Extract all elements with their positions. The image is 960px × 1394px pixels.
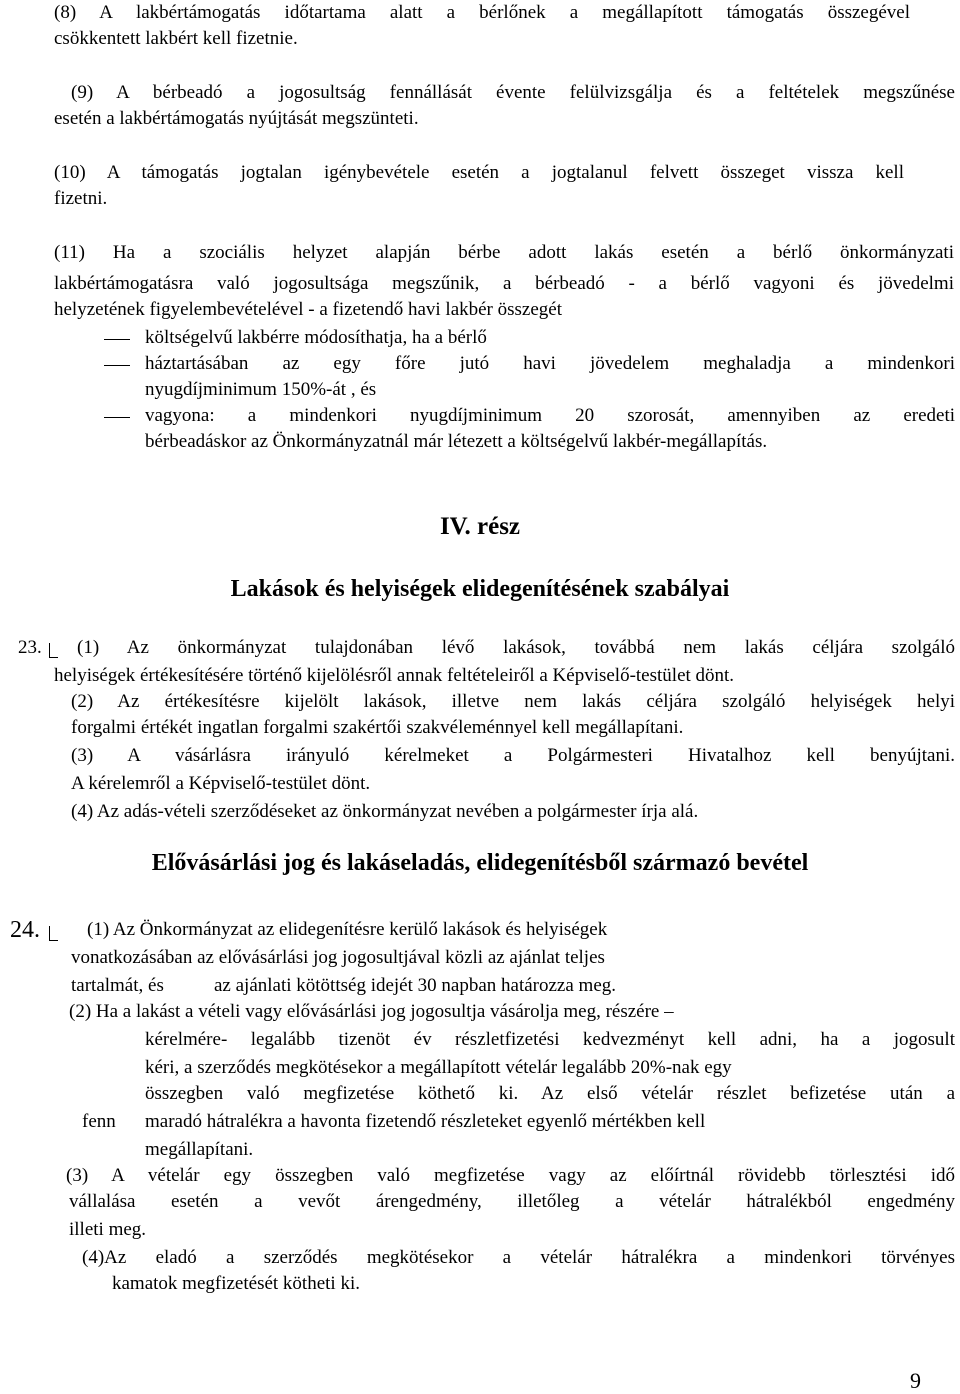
section-24-1-line-3b: az ajánlati kötöttség idejét 30 napban határozza meg.	[214, 975, 616, 996]
para-9-line-2: esetén a lakbértámogatás nyújtását megszünteti.	[54, 108, 419, 129]
para-11-line-3: helyzetének figyelembevételével - a fizetendő havi lakbér összegét	[54, 299, 562, 320]
section-24-2-line-3: kéri, a szerződés megkötésekor a megállapított vételár legalább 20%-nak egy	[145, 1057, 732, 1078]
list-item-2-line-1: háztartásában az egy főre jutó havi jövedelem meghaladja a mindenkori	[145, 353, 955, 374]
section-mark-tick	[49, 643, 50, 657]
para-11-line-2: lakbértámogatásra való jogosultsága megszűnik, a bérbeadó - a bérlő vagyoni és jövedelmi	[54, 273, 954, 294]
section-24-4-line-2: kamatok megfizetését kötheti ki.	[112, 1273, 360, 1294]
section-23-line-3: (2) Az értékesítésre kijelölt lakások, illetve nem lakás céljára szolgáló helyiségek helyi	[71, 691, 955, 712]
section-23-line-6: A kérelemről a Képviselő-testület dönt.	[71, 773, 371, 794]
dash-bullet	[104, 417, 130, 418]
list-item-3-line-1: vagyona: a mindenkori nyugdíjminimum 20 szorosát, amennyiben az eredeti	[145, 405, 955, 426]
section-24-1-line-3a: tartalmát, és	[71, 975, 164, 996]
section-23-line-2: helyiségek értékesítésére történő kijelölésről annak feltételeiről a Képviselő-testület dönt.	[54, 665, 735, 686]
part-title: IV. rész	[439, 513, 521, 540]
list-item-3-line-2: bérbeadáskor az Önkormányzatnál már létezett a költségelvű lakbér-megállapítás.	[145, 431, 768, 452]
section-23-line-1: (1) Az önkormányzat tulajdonában lévő lakások, továbbá nem lakás céljára szolgáló	[77, 637, 955, 658]
section-24-1-line-1: (1) Az Önkormányzat az elidegenítésre kerülő lakások és helyiségek	[87, 919, 608, 940]
dash-bullet	[104, 365, 130, 366]
para-8-line-2: csökkentett lakbért kell fizetnie.	[54, 28, 298, 49]
section-24-3-line-3: illeti meg.	[69, 1219, 147, 1240]
list-item-1: költségelvű lakbérre módosíthatja, ha a bérlő	[145, 327, 487, 348]
para-8-line-1: (8) A lakbértámogatás időtartama alatt a bérlőnek a megállapított támogatás összegével	[54, 2, 910, 23]
dash-bullet	[104, 339, 130, 340]
section-24-2-line-6: megállapítani.	[145, 1139, 254, 1160]
section-mark	[49, 940, 58, 941]
section-24-2-fenn: fenn	[82, 1111, 116, 1132]
para-10-line-1: (10) A támogatás jogtalan igénybevétele esetén a jogtalanul felvett összeget vissza kell	[54, 162, 904, 183]
section-23-line-7: (4) Az adás-vételi szerződéseket az önkormányzat nevében a polgármester írja alá.	[71, 801, 699, 822]
section-mark	[49, 657, 58, 658]
para-10-line-2: fizetni.	[54, 188, 108, 209]
subsection-title: Elővásárlási jog és lakáseladás, elidegenítésből származó bevétel	[151, 850, 809, 876]
list-item-2-line-2: nyugdíjminimum 150%-át , és	[145, 379, 377, 400]
section-24-1-line-2: vonatkozásában az elővásárlási jog jogosultjával közli az ajánlat teljes	[71, 947, 605, 968]
para-11-line-1: (11) Ha a szociális helyzet alapján bérbe adott lakás esetén a bérlő önkormányzati	[54, 242, 954, 263]
section-24-2-line-4: összegben való megfizetése köthető ki. Az első vételár részlet befizetése után a	[145, 1083, 955, 1104]
section-23-line-4: forgalmi értékét ingatlan forgalmi szakértői szakvéleménnyel kell megállapítani.	[71, 717, 684, 738]
page-number: 9	[910, 1368, 921, 1393]
section-title: Lakások és helyiségek elidegenítésének szabályai	[230, 576, 730, 602]
section-mark-tick	[49, 926, 50, 940]
section-24-2-line-5: maradó hátralékra a havonta fizetendő részleteket egyenlő mértékben kell	[145, 1111, 706, 1132]
section-23-number: 23.	[18, 637, 42, 658]
section-24-number: 24.	[10, 917, 40, 943]
para-9-line-1: (9) A bérbeadó a jogosultság fennállását évente felülvizsgálja és a feltételek megszűnése	[71, 82, 955, 103]
section-24-3-line-1: (3) A vételár egy összegben való megfizetése vagy az előírtnál rövidebb törlesztési idő	[66, 1165, 955, 1186]
section-24-3-line-2: vállalása esetén a vevőt árengedmény, illetőleg a vételár hátralékból engedmény	[69, 1191, 955, 1212]
section-24-2-line-1: (2) Ha a lakást a vételi vagy elővásárlási jog jogosultja vásárolja meg, részére –	[69, 1001, 674, 1022]
section-24-4-line-1: (4)Az eladó a szerződés megkötésekor a vételár hátralékra a mindenkori törvényes	[82, 1247, 955, 1268]
section-24-2-line-2: kérelmére- legalább tizenöt év részletfizetési kedvezményt kell adni, ha a jogosult	[145, 1029, 955, 1050]
section-23-line-5: (3) A vásárlásra irányuló kérelmeket a Polgármesteri Hivatalhoz kell benyújtani.	[71, 745, 955, 766]
